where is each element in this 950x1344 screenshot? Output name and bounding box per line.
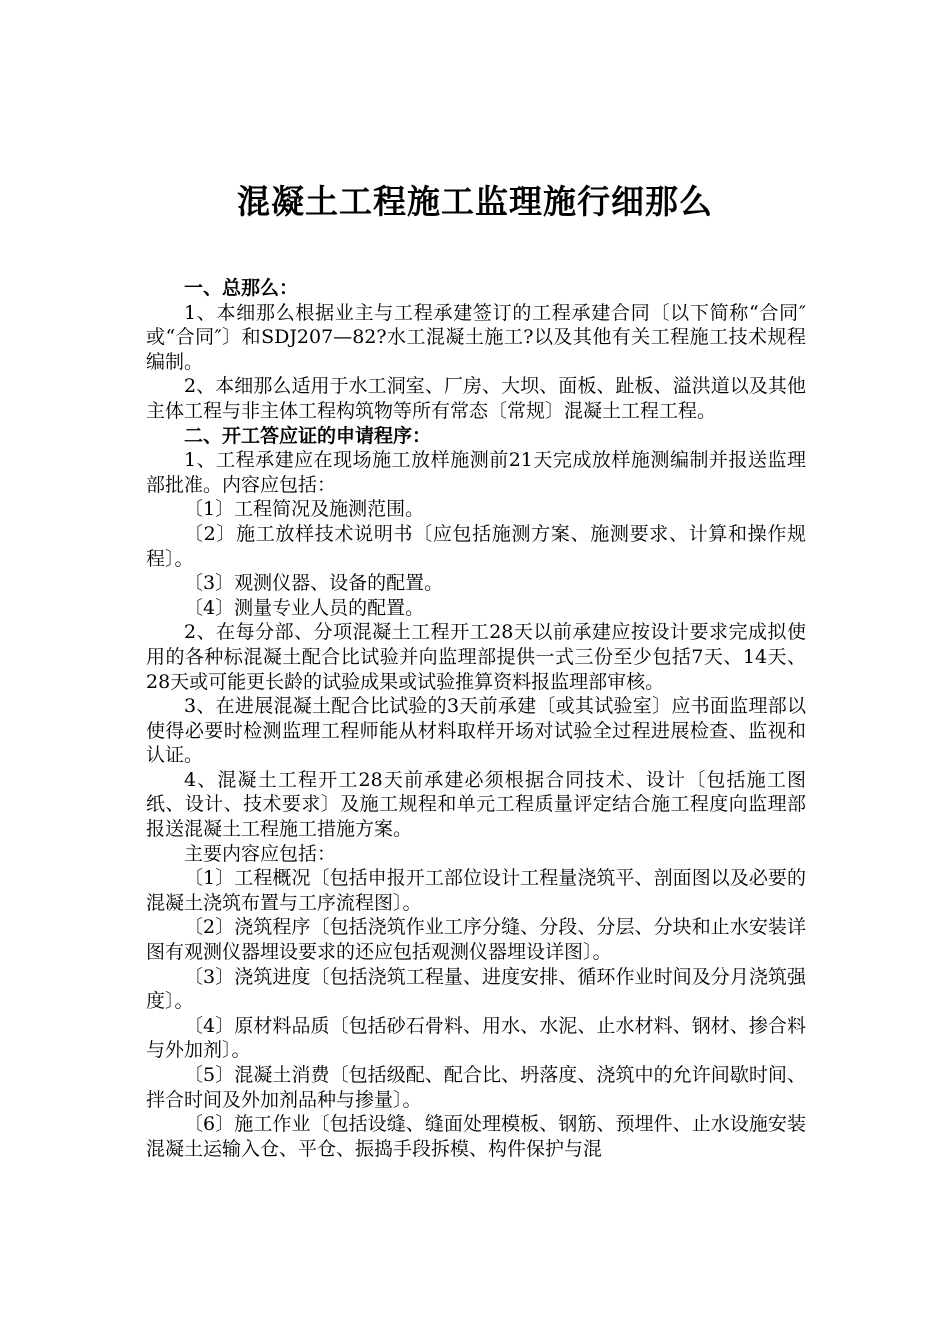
paragraph: 〔4〕测量专业人员的配置。 <box>184 596 425 619</box>
paragraph: 3、在进展混凝土配合比试验的3天前承建〔或其试验室〕应书面监理部以使得必要时检测监理工程师能从材料取样开场对试验全过程进展检查、监视和认证。 <box>146 695 806 767</box>
paragraph: 主要内容应包括： <box>184 842 337 865</box>
paragraph: 〔3〕观测仪器、设备的配置。 <box>184 572 444 595</box>
paragraph: 〔3〕浇筑进度〔包括浇筑工程量、进度安排、循环作业时间及分月浇筑强度〕。 <box>146 965 806 1013</box>
paragraph: 2、在每分部、分项混凝土工程开工28天以前承建应按设计要求完成拟使用的各种标混凝土配合比试验并向监理部提供一式三份至少包括7天、14天、28天或可能更长龄的试验成果或试验推算资料报监理部审核。 <box>146 621 806 693</box>
paragraph: 〔1〕工程概况〔包括申报开工部位设计工程量浇筑平、剖面图以及必要的混凝土浇筑布置与工序流程图〕。 <box>146 867 806 914</box>
section-heading: 一、总那么： <box>184 277 299 299</box>
paragraph: 〔5〕混凝土消费〔包括级配、配合比、坍落度、浇筑中的允许间歇时间、拌合时间及外加剂品种与掺量〕。 <box>146 1064 806 1111</box>
paragraph: 4、混凝土工程开工28天前承建必须根据合同技术、设计〔包括施工图纸、设计、技术要求〕及施工规程和单元工程质量评定结合施工程度向监理部报送混凝土工程施工措施方案。 <box>146 768 806 841</box>
paragraph: 1、工程承建应在现场施工放样施测前21天完成放样施测编制并报送监理部批准。内容应包括： <box>146 449 806 496</box>
paragraph: 〔4〕原材料品质〔包括砂石骨料、用水、水泥、止水材料、钢材、掺合料与外加剂〕。 <box>146 1014 806 1062</box>
paragraph: 2、本细那么适用于水工洞室、厂房、大坝、面板、趾板、溢洪道以及其他主体工程与非主体工程构筑物等所有常态〔常规〕混凝土工程工程。 <box>146 375 806 422</box>
paragraph: 〔6〕施工作业〔包括设缝、缝面处理模板、钢筋、预埋件、止水设施安装混凝土运输入仓、平仓、振捣手段拆模、构件保护与混 <box>146 1113 806 1160</box>
paragraph: 〔2〕浇筑程序〔包括浇筑作业工序分缝、分段、分层、分块和止水安装详图有观测仪器埋设要求的还应包括观测仪器埋设详图〕。 <box>146 916 806 964</box>
paragraph: 1、本细那么根据业主与工程承建签订的工程承建合同〔以下简称“合同″或“合同″〕和SDJ207—82?水工混凝土施工?以及其他有关工程施工技术规程编制。 <box>146 301 806 373</box>
document-title: 混凝土工程施工监理施行细那么 <box>237 182 713 221</box>
section-heading: 二、开工答应证的申请程序： <box>184 424 432 447</box>
paragraph: 〔2〕施工放样技术说明书〔应包括施测方案、施测要求、计算和操作规程〕。 <box>146 522 806 570</box>
document-body <box>146 276 806 1161</box>
paragraph: 〔1〕工程简况及施测范围。 <box>184 498 425 521</box>
